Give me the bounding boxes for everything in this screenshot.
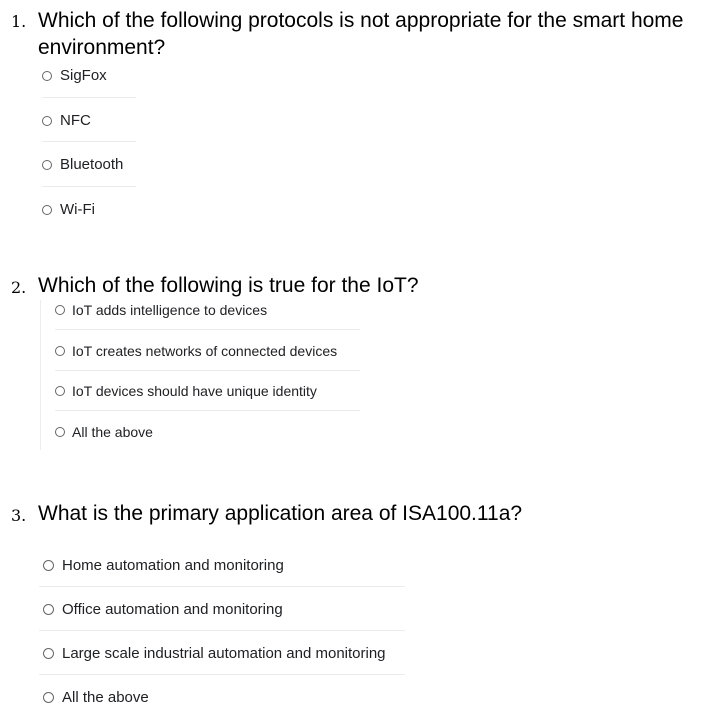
option-separator	[42, 186, 136, 187]
option-all[interactable]	[55, 424, 153, 440]
option-identity[interactable]	[55, 383, 317, 399]
option-separator	[42, 97, 136, 98]
radio-button-icon[interactable]	[42, 71, 52, 81]
option-label: Office automation and monitoring	[62, 601, 283, 618]
option-office[interactable]	[43, 601, 283, 618]
option-networks[interactable]	[55, 343, 337, 359]
option-label: All the above	[72, 424, 153, 440]
options-border	[40, 300, 41, 450]
option-separator	[55, 410, 360, 411]
radio-button-icon[interactable]	[43, 692, 54, 703]
option-label: Large scale industrial automation and monitoring	[62, 645, 386, 662]
option-label: IoT creates networks of connected devices	[72, 343, 338, 359]
option-label: IoT adds intelligence to devices	[72, 302, 268, 318]
radio-button-icon[interactable]	[43, 604, 54, 615]
option-home[interactable]	[43, 557, 284, 574]
radio-button-icon[interactable]	[43, 648, 54, 659]
option-separator	[55, 370, 360, 371]
radio-button-icon[interactable]	[55, 346, 65, 356]
option-industrial[interactable]	[43, 645, 386, 662]
radio-button-icon[interactable]	[43, 560, 54, 571]
option-label: SigFox	[60, 67, 107, 84]
option-label: Home automation and monitoring	[62, 557, 284, 574]
option-label: IoT devices should have unique identity	[72, 383, 317, 399]
option-separator	[39, 630, 405, 631]
option-nfc[interactable]	[42, 112, 91, 129]
question-number: 1.	[11, 12, 27, 31]
option-bluetooth[interactable]	[42, 156, 123, 173]
question-text: Which of the following protocols is not appropriate for the smart home environment?	[38, 9, 684, 59]
question-3	[0, 496, 714, 715]
option-separator	[39, 586, 405, 587]
option-wifi[interactable]	[42, 201, 95, 218]
option-label: Bluetooth	[60, 156, 124, 173]
option-label: NFC	[60, 112, 91, 129]
option-label: Wi-Fi	[60, 201, 95, 218]
option-intelligence[interactable]	[55, 302, 267, 318]
radio-button-icon[interactable]	[55, 427, 65, 437]
radio-button-icon[interactable]	[42, 116, 52, 126]
radio-button-icon[interactable]	[42, 160, 52, 170]
question-text: Which of the following is true for the IoT?	[38, 274, 419, 297]
radio-button-icon[interactable]	[42, 205, 52, 215]
option-separator	[55, 329, 360, 330]
option-sigfox[interactable]	[42, 67, 107, 84]
radio-button-icon[interactable]	[55, 386, 65, 396]
question-2	[0, 268, 714, 458]
question-number: 3.	[11, 506, 27, 525]
question-1	[0, 0, 714, 230]
option-separator	[42, 141, 136, 142]
question-text: What is the primary application area of ISA100.11a?	[38, 502, 523, 525]
radio-button-icon[interactable]	[55, 305, 65, 315]
option-label: All the above	[62, 689, 149, 706]
option-all[interactable]	[43, 689, 149, 706]
question-number: 2.	[11, 278, 27, 297]
option-separator	[39, 674, 405, 675]
